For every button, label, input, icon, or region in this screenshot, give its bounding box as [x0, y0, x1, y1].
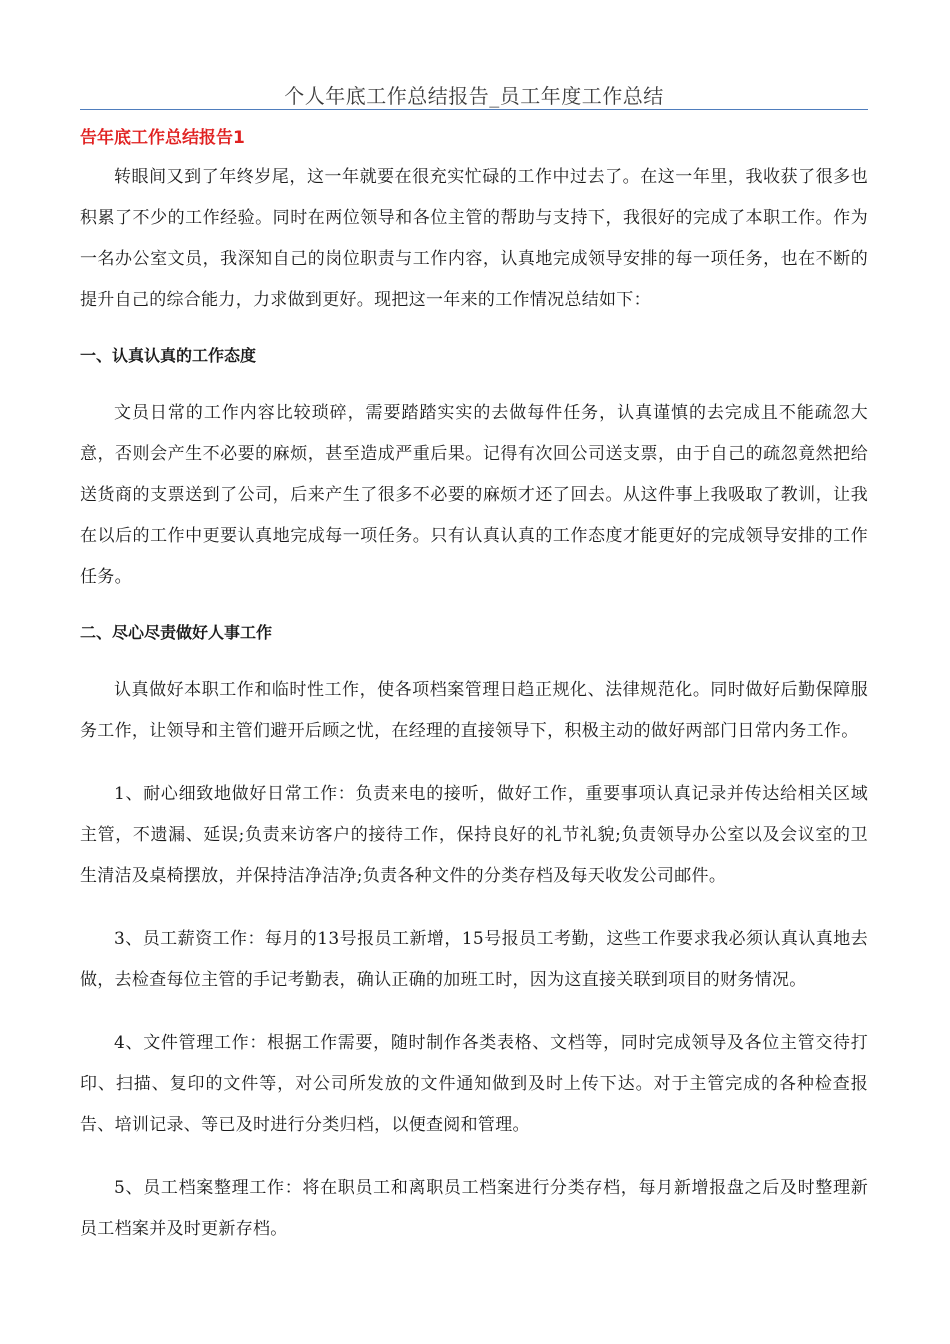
document-body [80, 157, 868, 1250]
intro-paragraph: 转眼间又到了年终岁尾，这一年就要在很充实忙碌的工作中过去了。在这一年里，我收获了很多也积累了不少的工作经验。同时在两位领导和各位主管的帮助与支持下，我很好的完成了本职工作。作为一名办公室文员，我深知自己的岗位职责与工作内容，认真地完成领导安排的每一项任务，也在不断的提升自己的综合能力，力求做到更好。现把这一年来的工作情况总结如下： [80, 167, 868, 310]
report-section-heading: 告年底工作总结报告1 [80, 128, 245, 148]
file-management-item: 4、文件管理工作：根据工作需要，随时制作各类表格、文档等，同时完成领导及各位主管交待打印、扫描、复印的文件等，对公司所发放的文件通知做到及时上传下达。对于主管完成的各种检查报告、培训记录、等已及时进行分类归档，以便查阅和管理。 [80, 1033, 868, 1135]
hr-work-paragraph: 认真做好本职工作和临时性工作，使各项档案管理日趋正规化、法律规范化。同时做好后勤保障服务工作，让领导和主管们避开后顾之忧，在经理的直接领导下，积极主动的做好两部门日常内务工作。 [80, 680, 868, 741]
heading-hr-work: 二、尽心尽责做好人事工作 [80, 623, 273, 642]
work-attitude-paragraph: 文员日常的工作内容比较琐碎，需要踏踏实实的去做每件任务，认真谨慎的去完成且不能疏忽大意，否则会产生不必要的麻烦，甚至造成严重后果。记得有次回公司送支票，由于自己的疏忽竟然把给送货商的支票送到了公司，后来产生了很多不必要的麻烦才还了回去。从这件事上我吸取了教训，让我在以后的工作中更要认真地完成每一项任务。只有认真认真的工作态度才能更好的完成领导安排的工作任务。 [80, 403, 868, 587]
employee-archive-item: 5、员工档案整理工作：将在职员工和离职员工档案进行分类存档，每月新增报盘之后及时整理新员工档案并及时更新存档。 [80, 1178, 868, 1239]
document-title: 个人年底工作总结报告_员工年度工作总结 [284, 84, 664, 108]
daily-work-item: 1、耐心细致地做好日常工作：负责来电的接听，做好工作，重要事项认真记录并传达给相关区域主管，不遗漏、延误;负责来访客户的接待工作，保持良好的礼节礼貌;负责领导办公室以及会议室的卫生清洁及桌椅摆放，并保持洁净洁净;负责各种文件的分类存档及每天收发公司邮件。 [80, 784, 868, 886]
heading-work-attitude: 一、认真认真的工作态度 [80, 346, 257, 365]
salary-work-item: 3、员工薪资工作：每月的13号报员工新增，15号报员工考勤，这些工作要求我必须认真认真地去做，去检查每位主管的手记考勤表，确认正确的加班工时，因为这直接关联到项目的财务情况。 [80, 929, 868, 990]
title-divider [80, 109, 868, 110]
